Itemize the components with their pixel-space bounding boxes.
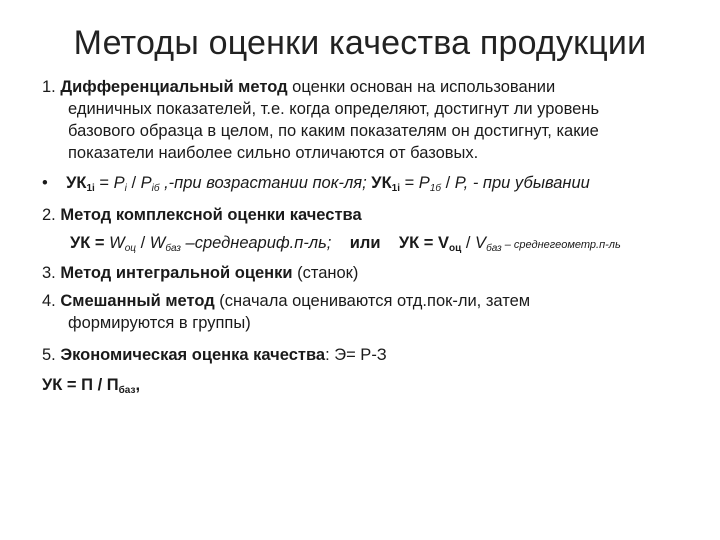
- item-2-formula-line: УК = $W_{оц} / W_{баз}$ –среднеариф.п-ль; или УК = $V_{оц} / V_{баз}$ – среднегеометр.п-ль: [70, 234, 621, 254]
- item-4-heading: Смешанный метод: [60, 292, 215, 310]
- item-2-heading: Метод комплексной оценки качества: [60, 206, 362, 224]
- bullet-formula-line: • $УК_{1i} = P_i / P_{iб}$ ,-при возрастании пок-ля; $УК_{1i} = P_{1б} / P$, - при убывании: [42, 174, 590, 194]
- item-1-heading: Дифференциальный метод: [60, 78, 288, 96]
- item-1-line-1: [42, 76, 555, 98]
- item-4-line-2: формируются в группы): [68, 314, 251, 332]
- item-5-line: [42, 344, 387, 366]
- item-3-line: [42, 262, 358, 284]
- item-3-number: 3.: [42, 264, 56, 282]
- item-5-number: 5.: [42, 346, 56, 364]
- formula-note-decrease: , - при убывании: [463, 174, 590, 192]
- item-1-line-2: единичных показателей, т.е. когда определяют, достигнут ли уровень: [68, 100, 600, 118]
- item-1-number: 1.: [42, 78, 56, 96]
- formula-w-baz: $W_{баз}$: [149, 234, 181, 254]
- bullet-mark: •: [42, 174, 48, 192]
- formula-w-lhs: УК =: [70, 234, 110, 252]
- item-2-number: 2.: [42, 206, 56, 224]
- item-1-line-4: показатели наиболее сильно отличаются от базовых.: [68, 144, 479, 162]
- formula-p: P: [454, 174, 464, 192]
- formula-pib: $P_{iб}$: [140, 174, 160, 194]
- item-1-line-3: базового образца в целом, по каким показателям он достигнут, какие: [68, 122, 599, 140]
- item-2-line-1: [42, 204, 362, 226]
- item-5-text: : Э= Р-З: [325, 346, 387, 364]
- formula-p1b: $P_{1б}$: [418, 174, 441, 194]
- item-3-text: (станок): [292, 264, 359, 282]
- item-4-text: (сначала оцениваются отд.пок-ли, затем: [214, 292, 531, 310]
- formula-w-oc: $W_{оц}$: [109, 234, 136, 254]
- formula-v-baz: $V_{баз}$: [475, 234, 502, 254]
- formula-or: или: [349, 234, 381, 252]
- item-4-number: 4.: [42, 292, 56, 310]
- formula-note-increase: ,-при возрастании пок-ля;: [159, 174, 367, 192]
- item-1-text: оценки основан на использовании: [287, 78, 556, 96]
- final-formula-line: [42, 374, 140, 396]
- formula-w-note: –среднеариф.п-ль;: [180, 234, 332, 252]
- formula-uk-lhs-2: $УК_{1i}$: [366, 174, 400, 194]
- item-3-heading: Метод интегральной оценки: [60, 264, 293, 282]
- formula-pi: $P_i$: [113, 174, 127, 194]
- item-5-heading: Экономическая оценка качества: [60, 346, 326, 364]
- formula-v-lhs: УК = $V_{оц}$: [398, 234, 462, 254]
- item-4-line-1: [42, 290, 530, 312]
- final-formula: УК = П / $П_{баз}$,: [42, 376, 141, 396]
- formula-uk-lhs: $УК_{1i}$: [66, 174, 95, 194]
- formula-v-note: – среднегеометр.п-ль: [501, 239, 621, 251]
- page-title: Методы оценки качества продукции: [73, 24, 647, 62]
